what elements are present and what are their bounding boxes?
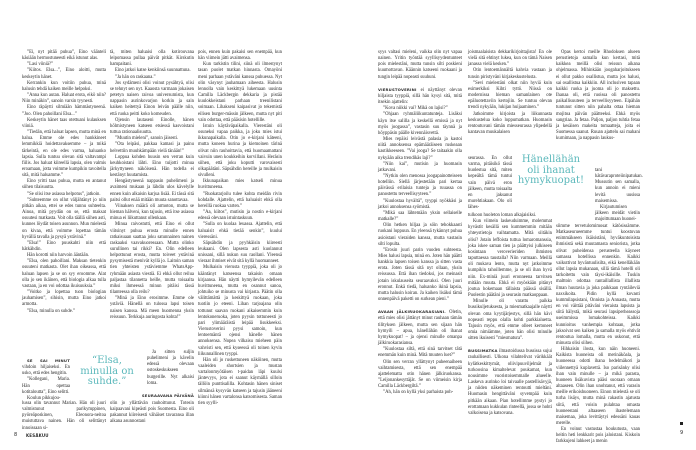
paragraph: Säpsähdin ja pyyhkäisin kiireesti leukaani. Olen lapsesta asti kuolannut unissani, sillä nukun suu raollani. Yleensä vieraat ihmiset eivät sitä kyllä huomanneet.	[198, 240, 282, 265]
paragraph: tani hätävaraproteiinipatukan. Mussutin sen samalla, kun annoin ei mieni levitä uusissa maisemissa.	[595, 168, 643, 204]
paragraph: syys valtasi mieleni, vaikka olin nyt vapaa nainen. Yritin työntää syyllisyydentunteet pois mielestäni, mutta tunsin silti poskieni kuumottavan. Käännin katseeni ruokaani ja tungin leipää nopeasti suuhuni.	[378, 50, 462, 80]
paragraph: ”Anna kun autan. Haluat erota, eikö niin? Niin minäkin”, sanoin varsin tyynesti.	[22, 93, 106, 105]
paragraph: Ja sitten suljin puhelimeni ja kävelin edessä olevaan ostoskeskukseen burgerille. Nyt alkaisi loma.	[147, 350, 194, 386]
paragraph-text: Oletin, että mies olisi jättänyt minut rauhaan tämän tilityksen jälkeen, mutta sen sijaan hän hymyili – apua, hänellähän oli ihanat hymykuopat! – ja ojensi minulle omanpa jälkiruokarasiansa.	[378, 310, 463, 347]
paragraph: Istuin käytäväpaikalla. Vierestäni oli osuneksi vapaa paikka, ja joku mies istui ikkunapaikalla. Otin jo e-kirjani käteeni, mutta koneen hurina ja kiemoinen tärinä olivat niin rauhoittavia, että huomaamattani vaivuin unen koukkeihin korvillani. Heräsin siihen, että joku koputti varovaisesti olkapäätäni. Säpsähdin hereille ja mulkaisin sivulleni.	[198, 123, 282, 179]
paragraph-text: ilmastoidussa bussissa sujui rauhallisesti. Ulkona vilahtelivat värikkäät kylätkeskittymät, oliivipuuviljelmät ja turkoosina kimaltelevat poukamat, kun nousimme vuoristoisemmalle alueelle. Laskeva aurinko loi taivaalle pastellisävyjä, ja niiden näkeminen rentoutti mieltäni. Huomasin hengittäväni syvempää kuin pitkään aikaan. Pian hotellimme pystyi jo erottamaan kukkulan rinteellä, jossa se hohti valkoisena ja katsovana.	[468, 349, 552, 416]
paragraph: Kun viimein laskeuduimme, molemmat hyvästit kesällä sen kummemmin mitään yhteystietoja vaihtamatta. Mitä siitäkin olisi? Jotain leffoista tuttua lomaromanssia, joka iskee saman tien ja päättyisi julkiseen kosintaan veroverieriden ihmisten taputtaessa taustalla? Niin varmaan. Meillä oli mukava lento, mutta nyt jatkoimme kumpikin tahoillemme, ja se oli ihan hyvä niin. Ex-miniä juuri eronneena tarvitsen mitään muuta. Ehkä ei myöskään pitänyt joutua hokemaan tällaista päässä sisällä. Puolestin päätäni ja seurasin matkaoppaan.	[468, 219, 552, 299]
paragraph: ”Se olisi itse asiassa helpotus”, jatkoin.	[27, 191, 101, 197]
paragraph: Ikkunapaikan mies katseli minua huvittuneena.	[198, 179, 282, 191]
paragraph-text: vihdoin hiljaiseksi. En usko, että edes hengitin.	[22, 365, 70, 377]
paragraph: ”Niin kai”, mutisin ja huomasin jatkavani.	[378, 161, 462, 173]
right-col6-bottom	[556, 224, 640, 445]
section-lead-in: BUSSIMATKA	[468, 348, 498, 354]
paragraph: siimme tervetulomimosat kätösissämme. Matkaseurueemme tuntui koostuvan enimmäkseen ikäisistäni, hyväkuntoisista ihmisistä sekä muutamasta seniorista, jotka olivat puheidensa perusteella käyneet samassa hotellissa ennenkin. Kaikki vaikuttivat hyväntuulisilta, eikä kenelläkään ollut lapsia mukanaan, sillä tämä hotelli oli tarkoitettu vain täysi-ikäisille. Tuskin malttoin odottaa rantaillallista illallista ilman huutavia ja joka paikkaan ryntäileviä naxsikoita. Pidin kyllä kovasti kummilapsistani, Onnista ja Annasta, mutta en voi väittää pitäväni vieraista lapsista ja siitä hälystä, mikä seurasi lapsiperheassoja useimmissa lomakohteissa. Kaikki kunnioitus vanhempia kohtaan, jotka jaksoivat sen kaiken ja samalla myös ehtivät rentoutua lomalla, mutta en uskonut, että minusta olisi siihen.	[556, 224, 640, 346]
paragraph: Kun tarkistin tilini, siinä oli ilmestynyt tasan puolet matkan hinnasta. Omayöni meni parhaan ystäväni kanssa puhuessa. Nyt olin väsynyt jauhamaan aiheesta. Halusin lennolla vain keskittyä lukemaan uusinta Camilla Läckbergin dekkaria ja pistää kuulokkeistani parhaan treenilistani soimaan. Lihakseni kaipasivat jo tekemistä eilisen burger-mässin jälkeen, mutta nyt piti vain odottaa, että pääsisin hotellille.	[198, 62, 282, 123]
paragraph: seurassa. En ollut varma, pitäisikö tässä huolestua sitä, miten kepeältä tämä tuntui vain päivä eron jälkeen, mutta toisaalta en jaksanut murehtiakaan. Olo oli lähes-	[468, 156, 512, 211]
paragraph: Hän oli jo ruskettuneen näköinen, mutta vaaleiden shortsien ja mustan vartalonmyötäisen t-paidan läpi kuulsi jäntevyys, jota ei saanut käymällä silloin tällöin punttisalilla. Kohtasin hänen siniset silmänsä kysyvän katseen ja tajusin jääneeni kiinni hänen vartalonsa katsomisesta. Saman tien syylli-	[198, 357, 282, 406]
paragraph: ”Erosin juuri parin vuoden suhteesta. Mies halusi lapsia, minä en. Joten hän päätti hankkia lapsen toisen kanssa ja sitten vasta erota. Joten tässä sitä nyt ollaan, yksin reissussa. Että ihan tiedoksi, jos meinasit jotain iskulauseita seuraavaksi. Olen juuri eronnut. Enkä tiedä, haluanko ikinä lapsia, mutta halusin koiran. Ja kaiken lisäksi tämä onnenpäivä paketti on surkean pieni.”	[378, 247, 462, 303]
paragraph: ”Tiedän, että haluat lapsen, mutta minä en halua. Emme ole edes hankkineet lemmikkiä hoidettavaksemme – ja mikä tärkeintä, en ole edes varma, haluanko lapsia. Sulla tuntuu olevan sitä valtavampi fiilis. Jos haluat kiireellä lapsia, olen valmis eroamaan, jotta voimme kumpikin tavoitella sitä, mitä haluamme.”	[22, 130, 106, 179]
paragraph	[378, 309, 462, 347]
paragraph: ”Lasi viiniä?”	[27, 62, 54, 68]
paragraph: Hengästyneenä nappasin puhelimeni ja avaimeni mukaan ja lähdin ulos kävelylle ennen kuin alkaisin karjua lisää. Ei tässä sitä paitsi ollut enää mitään muuta sanottavaa.	[110, 179, 194, 203]
paragraph: Hihkaisin ilosta, kun näin huoneeni. Kaikista huoneista oli merinäköala, ja huoneessa odotti ihana hedelmäkori ja viilennettyä kuplavettä. Iso parisänky olisi ihan vain minulle – ja mikä parasta, huoneen lisäkuvista pääsi suoraan omaan altaaseen. Olin ihan unohtanut, että varasin meille erikoishuoneen. Einon mielestä se oli turha lisäys, mutta minä rakastin ajatusta siitä, että voisin pulahtaa omasta huoneestani altaaseen ihastelemaan maisemaa, joka levittäytyi edessäni kauas merelle.	[556, 347, 640, 426]
left-col2-bottom	[110, 401, 194, 426]
paragraph: Kerrankin kun voitiin puhua, minä halusin tehdä kaiken meille helpoksi.	[22, 80, 106, 92]
paragraph: Minulle oli varattu paikka bussikuljetuksesta, ja miesmatkaajalle näytti olevan oma kyytijärjestys, sillä hän kävi nopeasti reppu olalla kohti parkkialuetta. Tajusin myös, että emme olleet kertoneet omia nimiämme, joten hän olisi minulle sitten ikuisesti ”miesmatura”.	[468, 299, 552, 342]
paragraph: ”Kova niikki vai? Mikä on lajisi?”	[383, 106, 448, 112]
paragraph	[378, 87, 462, 106]
right-col5-bottom	[468, 213, 552, 426]
paragraph: tä, miten haluaisi olla kotirouvana leipomassa pullaa päivät pitkät. Kirskutin hampaitani.	[110, 50, 194, 68]
right-col6-narrow	[595, 168, 643, 223]
paragraph: ”Ja hän on raskaana.”	[115, 74, 156, 80]
paragraph: ”Nytkin olen menossa joogapainotteiseen hotelliin. Siellä järjestetään pari kertaa päivässä erilaisia tunteja ja ruuassa on panostettu terveellisyyteen.”	[378, 173, 462, 198]
section-lead-in: AVAAN JÄLKIRUOKARASIANI.	[378, 309, 446, 315]
paragraph: ”Kollegani, Maria. Hän opettaa kotitaloutta”, Eino selitti.	[22, 377, 70, 395]
magazine-name: KESÄKUU	[26, 433, 49, 438]
paragraph: ”Ah, hän on kyllä yksi parhaista poh-	[383, 390, 454, 396]
section-lead-in: SE SAI MINUT	[27, 358, 70, 363]
section-subhead-seuraavana: SEURAAVANA PÄIVÄNÄ	[141, 393, 194, 398]
paragraph: Koulun pikkujou-	[27, 395, 61, 401]
paragraph: Viinaksen määrä oli armoton, mutta se hieman hälveni, kun tajusin, että itse asiassa minua ei liikuttanut ollenkaan.	[110, 203, 194, 222]
paragraph: Otin lentoemännältä kahvia vastaan ja tunsin piristyväni kirjakeskustelusta.	[468, 68, 552, 80]
paragraph: joismaalaisista dekkarikirjoittajista! En ole vielä sitä ehtinyt lukea, kun on tämä Naisen janassa vielä kesken.”	[468, 50, 552, 68]
paragraph: Olin sen verran yllättynyt puheenaiheen vaihtamisesta, että sen enempää ajattelematta otin hänen jälkiruokansa. ”Leijonankesyttäjät. Se on viimeisin kirja Camilla Läckbergiltä.”	[378, 359, 462, 390]
paragraph: En voinut vastustaa houkutusta, vaan heitin heti lenkkarit pois jaloistani. Kiskoin farkkujeni lahkeet ja menin	[556, 427, 640, 445]
paragraph: ”Elsa, minulla on suhde.”	[27, 308, 76, 314]
paragraph: ”Aa, kiitos”, mutisin ja nostin e-kirjani edessä olevaan istuintaskuun.	[198, 210, 282, 222]
paragraph: Eino yritti taas puhua, mutta en antanut siihen tilaisuutta.	[22, 179, 106, 191]
left-col3	[198, 50, 282, 426]
paragraph: ”Kuulostaa hyvältä”, tyyppi nyökkäsi ja jatkoi annoksensa syömistä.	[378, 198, 462, 210]
paragraph: ”Ei, nyt pitää puhua”, Eino vääntelí käsiään hermostuneesti eikä istunut alas.	[22, 50, 106, 62]
paragraph	[468, 348, 552, 417]
paragraph: ”Minä ja Eino erosimme. Emme ole ystäviä. Hänellä on tulossa lapsi toisen naisen kanssa. Mä meen huomenna yksin reissuun. Terkkuja auringosta kohta!”	[110, 296, 194, 320]
paragraph: ”Ota leipäsi, pakkaa kamasi ja painu helvettiin muuhkämpään vielä tänään!”	[110, 142, 194, 154]
paragraph: Loppua kohden huusin sen verran kuin keuhkoistani lähti. Eino tuijotti minua järkyttyneen näköisenä. Hän todella ei kestänyt huutamista.	[110, 154, 194, 179]
paragraph: ”Ohjaan ryhmäliikuntatunteja. Lisäksi käyn itse salilla ja keskellä emissä ja nyt myös joogassa”, vastasin suu täynnä ja höyppäsin päälle kivennäisvettä.	[378, 112, 462, 136]
paragraph: ”Muutin mieleni”, sanoin jäisesti.	[115, 136, 179, 142]
paragraph: ”Elsa!” Eino puuskahti niin että hätkähdin.	[22, 240, 106, 252]
paragraph: ”Mikä saa lähtemään yksin sellaiselle matkalle?”	[378, 210, 462, 223]
left-col2-top	[110, 50, 194, 346]
right-col4	[378, 50, 462, 426]
paragraph: olin jo yllättävän rauhoittunut. Totesin kaipaavani kipeästi pois Suomesta. Eino oli pakannut kiireisesti vähäiset tavaransa illan aikana asunnostani	[110, 401, 194, 425]
paragraph: ”Voitko ja lopettaa tuon biologian jauhamisen”, sihisin, mutta Eino jatkoi armotta.	[22, 290, 106, 308]
paragraph: Ojensin lautaseni Einolle, hänen hölmistyneen katseen etsiessä kasvoistani tuttua rationaalisuutta.	[110, 117, 194, 136]
paragraph: Jatkoimme kirjoista ja liikunnasta keskustelua koko loppumatkan. Huomasin rentoutuvani tämän miesseurassa ylipedellä kantavan muukalaisen	[468, 111, 552, 136]
paragraph: ”Suhteemme on ollut väljähtänyt jo niin pitkän aikaa, ettei se edes tunnu suhteelta. Ainoa, mitä pyydän on se, että maksat osuutesi matkasta. Voit olla täällä siihen asti, kunnes löydät toisen asunnon. Mun mielestä on kivaa, että voimme lopettaa tämän hyvällä tavalla ja pysyä ystävinä.”	[22, 197, 106, 240]
right-col5-narrow	[468, 156, 512, 212]
section-lead-in: VIERUSTOVERINI	[378, 86, 417, 92]
paragraph: Mies repäisi leivästä palasia ja kastoi niitä annoksensa epämääräiseen ruskeaan kastikkeeseen. ”Vai jooga? Se taitaakin olla nykyään aika trendikäs laji?”	[378, 137, 462, 161]
paragraph: ”Sevi mielestäni olkat niin hyviä kuin esimerkiksi Kihti tyttö. Niissä on modernissa hieman samanlainen ote epäluotettaviin kertojiin. Se tuntuu olevan trendi nykyään, lukijan huijaaminen.”	[468, 80, 552, 111]
right-col5-top	[468, 50, 552, 155]
paragraph: ”Kiitos. Elsa...”, Eino aloitti, mutta keskeytin hänet.	[22, 68, 106, 80]
left-col1-bottom	[22, 401, 106, 431]
pull-quote-right: Hänellähän oli ihanat hymykuopat!	[517, 154, 585, 186]
end-mark-square	[680, 422, 683, 425]
paragraph: Mulkaisin vierusta tyyppiä, joka oli jo kääntänyt katseensa takaisin omaan kirjaansa. Hän näytti hymyilevän edelleen huvittuneena, mutta en osannut sanoa, johtuiko se minusta vai kirjasta. Päätin olla välittämättä ja keskittyä ruokaan, joka tuotiin jo eteeni. Lihan tarjoajana olin tottunut saavan ruokani aikaisemmin kuin lentokoneruoka, joten pyysin tottuneesti jo pari ylimääräistä leipää lisukkeeksi. Vierustoverini pyysi samoin, kun lentoemäntä ojensi hänelle hänen annoksensa. Nopea vilkaisu mieheen päin vahvisti sen, että kyseessä oli toinen kyvin liikunnallinen tyyppi.	[198, 265, 282, 357]
paragraph: Eino räpäytti silmiään hämmästyneenä. ”Joo. Olen pahoillani Elsa...”	[22, 105, 106, 117]
paragraph-text: ei näyttänyt olevan hiljaista tyyppiä, sillä hän kysyi sitä, mitä itsekin ajattelin:	[378, 87, 462, 106]
left-col1-narrow	[22, 358, 70, 401]
left-col1-top	[22, 50, 106, 352]
right-col6-top	[556, 50, 640, 167]
paragraph: ”Ruokatarjoilu tulee kohta meidän rivin kohdalle. Ajattelin, että haluaisit ehkä olla hereillä ruokaa varten.”	[198, 191, 282, 209]
page-number-right: 9	[680, 430, 684, 436]
paragraph: Minua raivostutti, että Eino ei ollut viitsinyt puhua erosta minulle ennen ratkaisuaan saattaa joku satunnainen nainen raskaaksi vaavakuoressaan. Mutta olinko surullinen tai rikki? En. Olin edelleen helpottunut erosta, mutta toiveet ystävinä pysymisestä menivät kyllä jo. Laitoin saman tien yhteisten ystäviemme WhatsApp-ryhmään asiasta viestiä. Ei ehkä ollut reilua paljastaa tilannetta heille, mutta toisaalta miksi ihmeessä minun pitäisi tässä tilanteessa olla reilu?	[110, 222, 194, 296]
page-number-left: 8	[14, 432, 18, 438]
paragraph: ”Sulla on kuolaa leuassa. Ajattelin, että haluaisit ehkä tietää senkin”, kuului vieressäni.	[198, 222, 282, 240]
paragraph: Jos sydämeni olisi voinut pysähtyä, olisi se tehnyt sen nyt. Kaaosta varmaan jokaisen petetyn naisen raivoa universumista, kun nappasin aurinkovarjon korkin ja sain kaiken heitettyä Einon leivän päälle niin, että ruoka peitti koko komeuden.	[110, 80, 194, 117]
paragraph: Hän korotti niin harvoin ääntään.	[27, 253, 90, 259]
paragraph	[22, 358, 70, 377]
paragraph: Opas kertoi meille Rhodoksen alueen perustietoja samalla kun kertasi, mitä kaikkea meillä olisi reissun aikana ohjelmassa. Mihinkään joogaharjoitukseen ei ollut pakko osallistua, mutta jos halusi, sai osallistua kaikkiin. All inclusiven tapaan kaikki ruoka ja juoma oli jo maksettu. Ihanaa oli, että ruoissa oli panostettu paikallisuuteen ja terveellisyyteen. Eipähän tuntunut sitten niin pahalta ottaa hieman mojitoa päivän päätteeksi. Ehkä myös sangriaa. Ja fetaa. Paljon, paljon tuhtia fetaa ja kesäisen makeita tomaatteja, joita ei Suomessa saanut. Ruuan ajattelu sai mahani kurnimaan, ja nappasin laukus-	[556, 50, 640, 142]
paragraph: tulkoon huoleton loman alkajaisiksi.	[468, 213, 537, 218]
paragraph: ”Elsa, olen pahoillani. Maksan tietenkin osuuteni matkasta. Olet ihan oikeassa, että haluan lapsen ja se on syy eroomme. Alat olla jo sen ikäinen, että biologia alkaa tulla vastaan, ja en voi odottaa ikuisuuksia.”	[22, 259, 106, 289]
paragraph: Eino jatkoi katse kenkiinsä suunnattuna.	[115, 68, 191, 74]
paragraph: Olin hetken hiljaa ja söin tehokkaasti ruokani loppuun. En yleensä tykännyt puhua asioistani vieraiden kanssa, mutta vastasin silti lopulta.	[378, 223, 462, 247]
paragraph: ”Kuulostaa siltä, että sinä tarvitset tätä enemmän kuin minä. Mitä muuten luet?”	[378, 347, 462, 359]
paragraph: Kirjautumisen jälkeen meidät vietiin majoittumaan huonei-	[595, 204, 640, 223]
pull-quote-left: “Elsa, minulla on suhde.”	[80, 355, 134, 387]
paragraph: lussa olin tavannut Marian. Hän oli juuri valmistunut parikymppinen, pyöreäposkinen, Eleonora-neitoa muistuttava nainen. Hän oli selittänyt innoissaan si-	[22, 401, 106, 431]
paragraph: pois, ennen kuin pakaisi sen enempää, kun hän viimein jätti avaimensa.	[198, 50, 282, 62]
paragraph: Keskeytin hänet taas otettuani kulauksen viiniä.	[22, 117, 106, 129]
left-col2-narrow	[147, 350, 194, 388]
